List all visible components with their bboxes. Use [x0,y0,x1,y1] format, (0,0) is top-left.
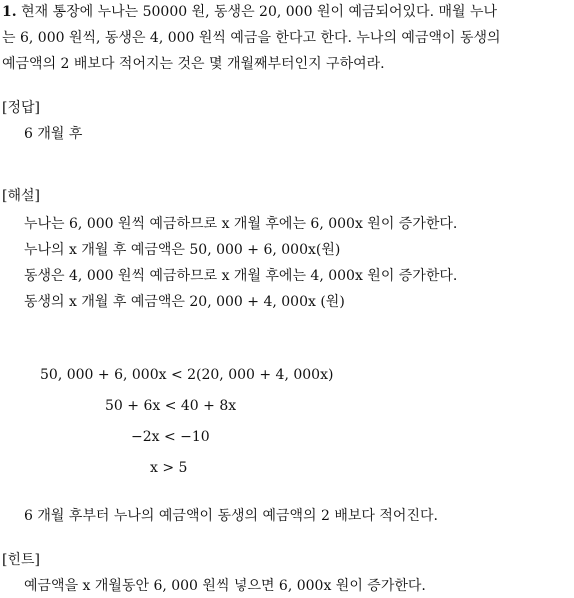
solution-line-1: 누나는 6, 000 원씩 예금하므로 x 개월 후에는 6, 000x 원이 증가한다. [24,216,458,232]
problem-text-line-2: 는 6, 000 원씩, 동생은 4, 000 원씩 예금을 한다고 한다. 누나의 예금액이 동생의 [2,30,501,46]
equation-4: x > 5 [150,460,188,476]
solution-line-3: 동생은 4, 000 원씩 예금하므로 x 개월 후에는 4, 000x 원이 증가한다. [24,268,458,284]
answer-text: 6 개월 후 [24,126,83,142]
equation-3: −2x < −10 [131,429,210,445]
solution-conclusion: 6 개월 후부터 누나의 예금액이 동생의 예금액의 2 배보다 적어진다. [24,508,438,524]
equation-1: 50, 000 + 6, 000x < 2(20, 000 + 4, 000x) [40,367,334,383]
hint-text: 예금액을 x 개월동안 6, 000 원씩 넣으면 6, 000x 원이 증가한다. [24,578,426,594]
solution-line-4: 동생의 x 개월 후 예금액은 20, 000 + 4, 000x (원) [24,294,345,310]
problem-line-1 [2,0,497,24]
problem-number: 1. [2,4,17,20]
equation-2: 50 + 6x < 40 + 8x [105,398,237,414]
solution-line-2: 누나의 x 개월 후 예금액은 50, 000 + 6, 000x(원) [24,242,341,258]
solution-title: [해설] [2,188,40,204]
hint-title: [힌트] [2,552,40,568]
answer-title: [정답] [2,100,40,116]
problem-text-line-1: 현재 통장에 누나는 50000 원, 동생은 20, 000 원이 예금되어있다. 매월 누나 [21,4,498,20]
problem-text-line-3: 예금액의 2 배보다 적어지는 것은 몇 개월째부터인지 구하여라. [2,56,385,72]
